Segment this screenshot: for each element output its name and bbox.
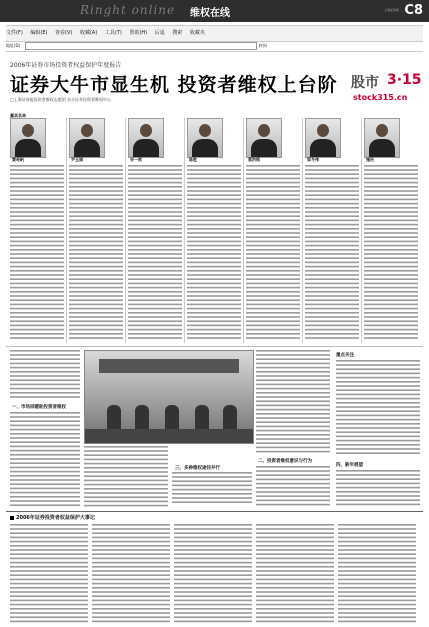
menu-view[interactable]: 查看(V) xyxy=(55,30,73,36)
go-button[interactable]: 转到 xyxy=(258,43,267,48)
article-byline: □上海证券报投资者维权志愿团 东方证券投资者维权中心 xyxy=(10,97,112,102)
logo-number: 3·15 xyxy=(387,72,422,88)
page-number: C8 xyxy=(404,3,423,18)
guest-list-label: 嘉宾名单 xyxy=(10,113,26,118)
section-heading: 一、市场回暖助投资者维权 xyxy=(12,405,66,410)
chronicle-title: 2006年证券投资者权益保护大事记 xyxy=(10,514,95,521)
menu-file[interactable]: 文件(F) xyxy=(6,30,23,36)
person-name: 蔡洪铭 xyxy=(248,157,260,162)
paper-name: 上海证券报 xyxy=(383,8,399,12)
masthead-ghost-text: Ringht online xyxy=(80,3,176,17)
person-name: 尹玉娟 xyxy=(71,157,83,162)
section-heading: 三、多种维权途径并行 xyxy=(175,466,220,471)
logo-site: stock315.cn xyxy=(353,93,408,102)
back-button[interactable]: 后退 xyxy=(154,30,165,36)
favorites-button[interactable]: 收藏夹 xyxy=(189,30,205,36)
person-name: 施民 xyxy=(366,157,374,162)
section-title: 维权在线 xyxy=(190,8,230,19)
person-name: 宋一欣 xyxy=(130,157,142,162)
section-heading: 重点关注 xyxy=(336,353,354,358)
search-button[interactable]: 搜索 xyxy=(172,30,183,36)
person-name: 梁冬伟 xyxy=(307,157,319,162)
logo-text: 股市 xyxy=(351,75,379,91)
menu-help[interactable]: 帮助(H) xyxy=(129,30,148,36)
person-name: 黄奇帆 xyxy=(12,157,24,162)
menu-favorites[interactable]: 收藏(A) xyxy=(79,30,98,36)
menu-edit[interactable]: 编辑(E) xyxy=(30,30,48,36)
article-headline: 证券大牛市显生机 投资者维权上台阶 xyxy=(10,74,338,96)
menu-tools[interactable]: 工具(T) xyxy=(104,30,122,36)
article-kicker: 2006年证券市场投资者权益保护年度报告 xyxy=(10,62,122,69)
section-heading: 四、新年展望 xyxy=(336,463,363,468)
section-heading: 二、投资者维权意识与行为 xyxy=(258,459,312,464)
person-name: 陈胜 xyxy=(189,157,197,162)
address-label: 地址(D) xyxy=(6,43,21,48)
